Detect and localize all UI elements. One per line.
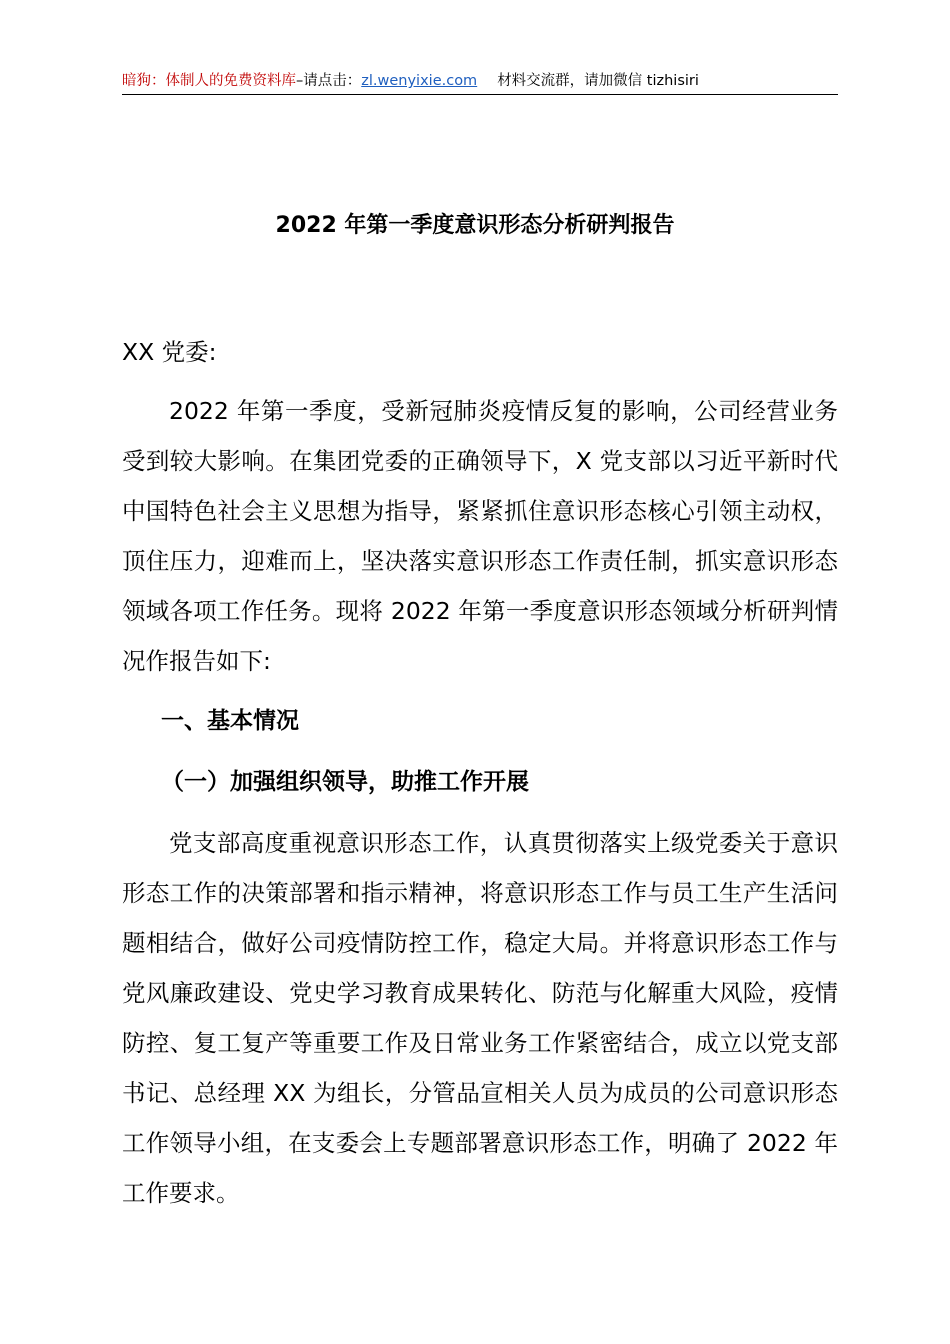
header-prompt: –请点击： bbox=[296, 73, 362, 89]
salutation: XX 党委: bbox=[122, 338, 217, 366]
header-note: 材料交流群，请加微信 tizhisiri bbox=[497, 73, 699, 89]
document-title: 2022 年第一季度意识形态分析研判报告 bbox=[275, 213, 675, 238]
header-link[interactable]: zl.wenyixie.com bbox=[361, 73, 478, 89]
intro-paragraph: 2022 年第一季度，受新冠肺炎疫情反复的影响，公司经营业务受到较大影响。在集团党委的正确领导下，X 党支部以习近平新时代中国特色社会主义思想为指导，紧紧抓住意识形态核心引领主动权，顶住压力，迎难而上，坚决落实意识形态工作责任制，抓实意识形态领域各项工作任务。现将 2022 年第一季度意识形态领域分析研判情况作报告如下: bbox=[122, 397, 838, 675]
page-header bbox=[122, 68, 838, 95]
subsection-heading: （一）加强组织领导，助推工作开展 bbox=[161, 769, 529, 795]
body-paragraph: 党支部高度重视意识形态工作，认真贯彻落实上级党委关于意识形态工作的决策部署和指示精神，将意识形态工作与员工生产生活问题相结合，做好公司疫情防控工作，稳定大局。并将意识形态工作与党风廉政建设、党史学习教育成果转化、防范与化解重大风险，疫情防控、复工复产等重要工作及日常业务工作紧密结合，成立以党支部书记、总经理 XX 为组长，分管品宣相关人员为成员的公司意识形态工作领导小组，在支委会上专题部署意识形态工作，明确了 2022 年工作要求。 bbox=[122, 829, 838, 1207]
section-heading: 一、基本情况 bbox=[161, 708, 299, 734]
header-brand: 暗狗：体制人的免费资料库 bbox=[122, 73, 296, 89]
